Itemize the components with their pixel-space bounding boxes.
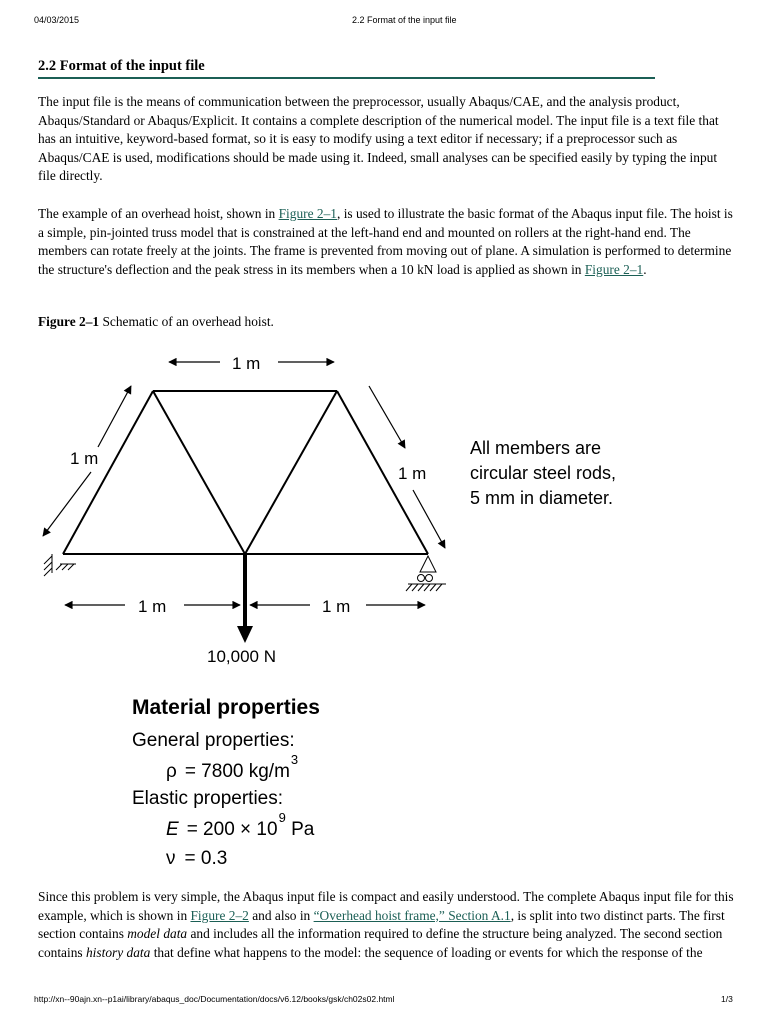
section-a1-link[interactable]: “Overhead hoist frame,” Section A.1 <box>313 907 511 923</box>
overhead-hoist-figure <box>0 338 768 883</box>
para3-text-b: and also in <box>248 907 314 923</box>
para3-em-history-data: history data <box>85 944 151 960</box>
figure-caption-label: Figure 2–1 <box>38 314 100 329</box>
roller-support <box>406 556 446 591</box>
dim-label-right: 1 m <box>398 464 427 483</box>
figure-caption-text: Schematic of an overhead hoist. <box>99 314 274 329</box>
para3-em-model-data: model data <box>127 926 188 942</box>
dim-label-top: 1 m <box>232 354 261 373</box>
para3-text-d: and includes all the information required to define the structure being analyzed. The second section contains <box>38 926 723 960</box>
paragraph-example <box>38 205 738 279</box>
note-line-1: All members are <box>470 438 602 458</box>
e-value: = 200 × 10 <box>186 819 278 840</box>
dim-label-left: 1 m <box>70 449 99 468</box>
pinned-support <box>44 554 76 576</box>
para3-text-e: that define what happens to the model: the sequence of loading or events for which the response of the <box>150 944 703 960</box>
section-title: 2.2 Format of the input file <box>38 58 655 79</box>
rho-symbol: ρ <box>166 761 177 782</box>
dim-label-bottom-left: 1 m <box>138 597 167 616</box>
paragraph-intro: The input file is the means of communication between the preprocessor, usually Abaqus/CAE, and the analysis product, Abaqus/Standard or Abaqus/Explicit. It contains a complete description of the numerical model. The input file is a text file that has an intuitive, keyword-based format, so it is easy to modify using a text editor if necessary; if a preprocessor such as Abaqus/CAE is used, modifications should be made using it. Indeed, small analyses can be specified easily by typing the input file directly. <box>38 94 719 184</box>
load-arrowhead <box>237 626 253 643</box>
figure-2-1-link[interactable]: Figure 2–1 <box>278 206 337 221</box>
para3-text-a: Since this problem is very simple, the Abaqus input file is compact and easily understood. The complete Abaqus input file for this example, which is shown in <box>38 889 734 923</box>
truss-member <box>245 391 337 554</box>
dim-label-bottom-right: 1 m <box>322 597 351 616</box>
truss-member <box>153 391 245 554</box>
rho-value: = 7800 kg/m <box>184 761 290 782</box>
e-unit: Pa <box>285 819 315 840</box>
figure-2-1-link-2[interactable]: Figure 2–1 <box>584 261 644 277</box>
para3-text-c: , is split into two distinct parts. The first section contains <box>38 907 725 942</box>
rho-exp: 3 <box>290 752 299 767</box>
para2-text-a: The example of an overhead hoist, shown in <box>38 206 279 221</box>
elastic-heading: Elastic properties: <box>132 788 284 809</box>
footer-page-number: 1/3 <box>721 994 733 1004</box>
para2-text-c: . <box>643 261 647 277</box>
figure-2-2-link[interactable]: Figure 2–2 <box>190 907 249 923</box>
paragraph-input-file <box>38 888 738 962</box>
general-heading: General properties: <box>132 730 295 751</box>
note-line-3: 5 mm in diameter. <box>470 488 614 508</box>
load-label: 10,000 N <box>207 647 276 666</box>
para2-text-b: , is used to illustrate the basic format of the Abaqus input file. The hoist is a simple, pin-jointed truss model that is constrained at the left-hand end and mounted on rollers at the right-hand end. The members can rotate freely at the joints. The frame is prevented from moving out of plane. A simulation is performed to determine the structure's deflection and the peak stress in its members when a 10 kN load is applied as shown in <box>38 206 733 277</box>
nu-value: = 0.3 <box>184 848 228 869</box>
figure-caption <box>38 313 738 332</box>
header-title: 2.2 Format of the input file <box>352 15 457 25</box>
truss-member <box>63 391 153 554</box>
e-line <box>166 810 315 840</box>
e-symbol: E <box>166 819 179 840</box>
dim-arrow-right-up <box>369 386 405 448</box>
footer-url: http://xn--90ajn.xn--p1ai/library/abaqus_doc/Documentation/docs/v6.12/books/gsk/ch02s02.html <box>34 994 395 1004</box>
nu-line <box>166 848 227 869</box>
nu-symbol: ν <box>166 848 176 869</box>
truss-frame <box>63 391 428 554</box>
dim-arrow-right-down <box>413 490 445 548</box>
material-heading: Material properties <box>132 696 320 719</box>
dim-arrow-left-down <box>43 472 91 536</box>
header-date: 04/03/2015 <box>34 15 80 25</box>
rho-line <box>166 752 298 782</box>
note-line-2: circular steel rods, <box>470 463 617 483</box>
e-exp: 9 <box>278 810 286 825</box>
